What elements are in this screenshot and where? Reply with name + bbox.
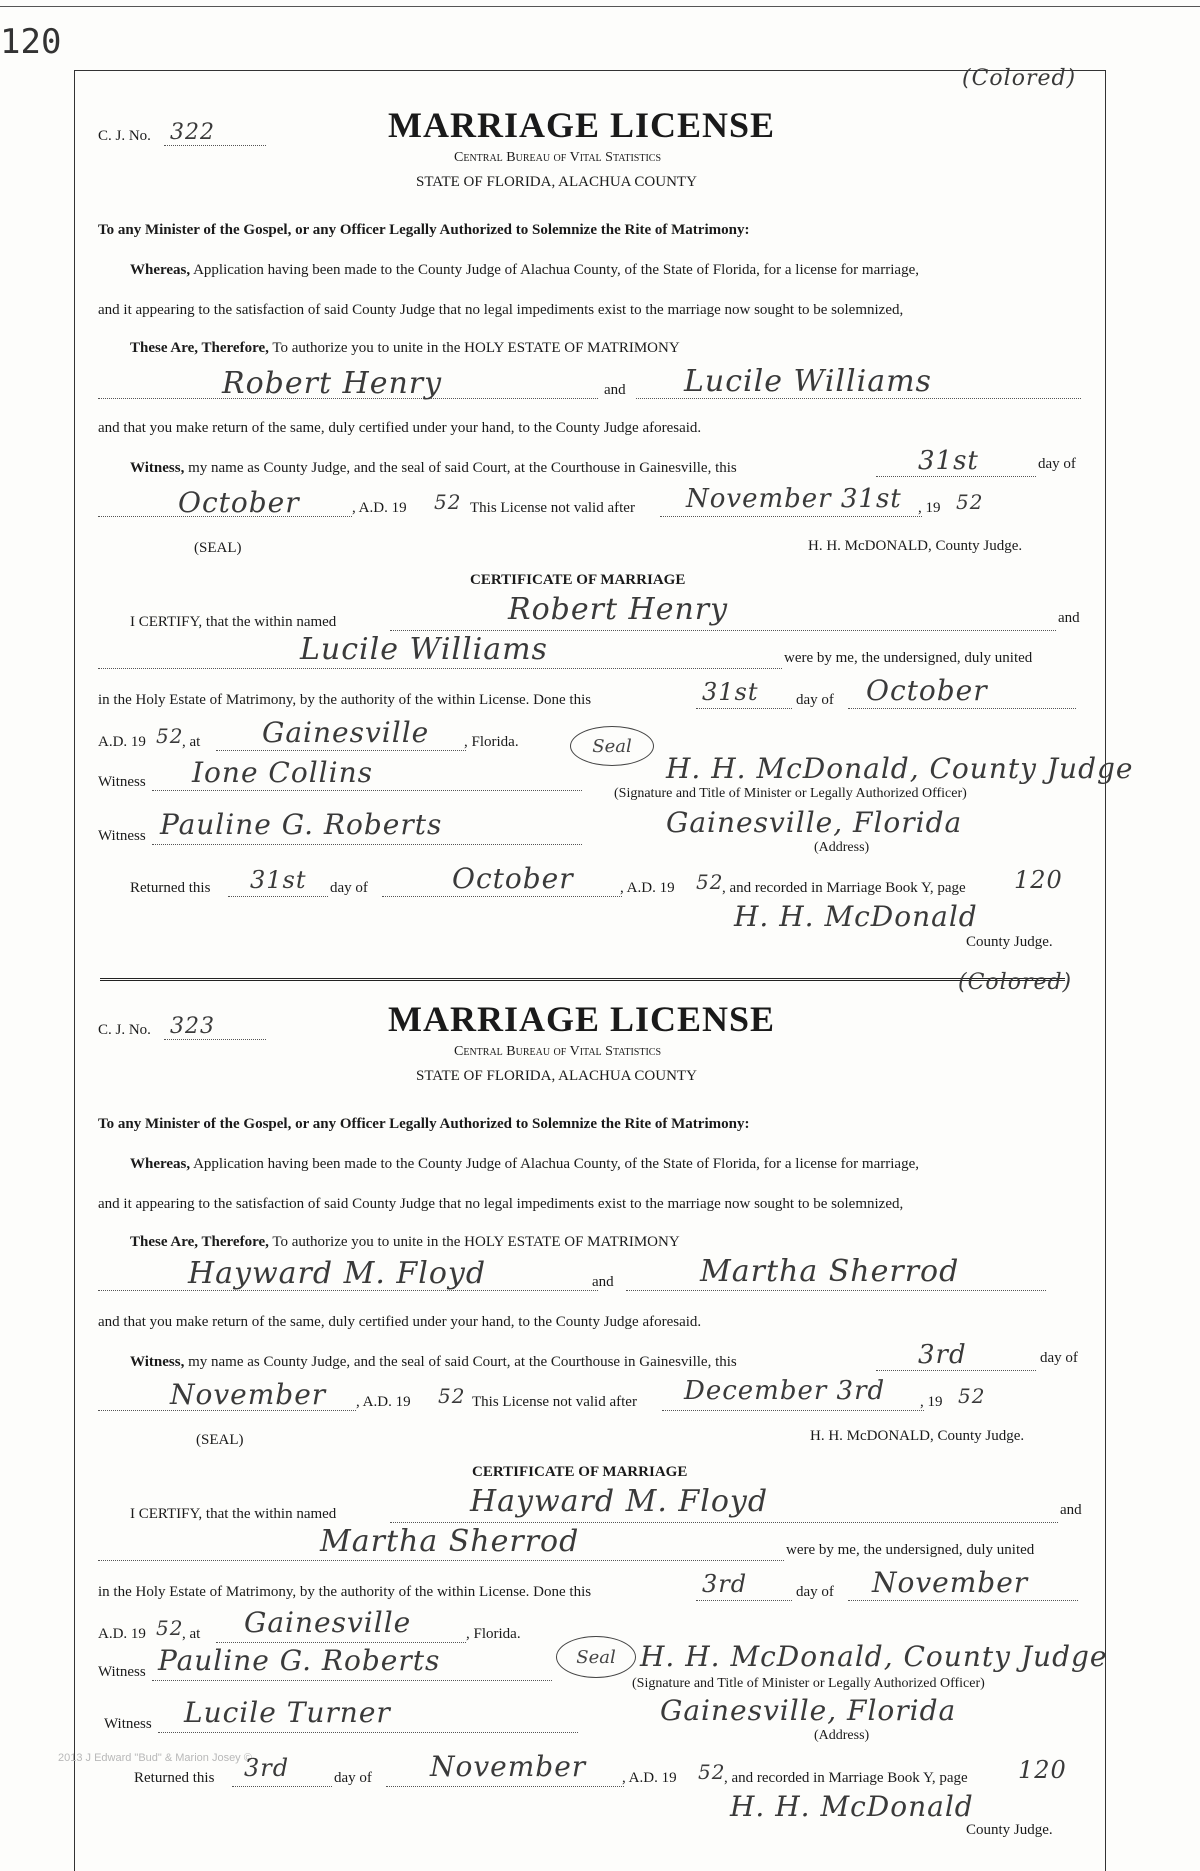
- done-month-line: [848, 1600, 1078, 1601]
- were-by-me: were by me, the undersigned, duly united: [784, 650, 1033, 666]
- certificate-title: CERTIFICATE OF MARRIAGE: [470, 572, 686, 588]
- judge-name: H. H. McDONALD, County Judge.: [808, 538, 1023, 554]
- bride-name: Lucile Williams: [684, 364, 932, 399]
- these-are-line: [130, 340, 680, 357]
- certify-text: I CERTIFY, that the within named: [130, 614, 337, 630]
- comma-19: , 19: [920, 1394, 943, 1410]
- witness-line: [130, 1354, 737, 1371]
- seal-stamp: [570, 726, 654, 766]
- cert-groom: Robert Henry: [508, 592, 729, 627]
- and-word: and: [592, 1274, 614, 1290]
- florida-label: , Florida.: [466, 1626, 521, 1642]
- returned-day-line: [228, 896, 328, 897]
- done-year: 52: [156, 1616, 184, 1640]
- witness-lead: Witness,: [130, 460, 185, 476]
- witness-lead: Witness,: [130, 1354, 185, 1370]
- seal-label: (SEAL): [194, 540, 242, 556]
- done-day-of: day of: [796, 1584, 834, 1600]
- done-month-line: [848, 708, 1076, 709]
- groom-name: Robert Henry: [222, 366, 443, 401]
- done-day-line: [696, 708, 792, 709]
- returned-this: Returned this: [134, 1770, 215, 1786]
- valid-line: [662, 1410, 924, 1411]
- returned-day: 31st: [250, 866, 307, 894]
- bride-name: Martha Sherrod: [700, 1254, 960, 1289]
- whereas-line: [130, 262, 919, 279]
- done-day: 31st: [702, 678, 759, 706]
- bureau-name: Central Bureau of Vital Statistics: [454, 1044, 662, 1059]
- place: Gainesville: [244, 1606, 412, 1639]
- certificate-title: CERTIFICATE OF MARRIAGE: [472, 1464, 688, 1480]
- cert-bride: Martha Sherrod: [320, 1524, 580, 1559]
- cert-and: and: [1058, 610, 1080, 626]
- license-month: October: [178, 486, 300, 519]
- county-judge-label: County Judge.: [966, 934, 1053, 950]
- cert-and: and: [1060, 1502, 1082, 1518]
- cj-no-line: [164, 1039, 266, 1040]
- witness-text: my name as County Judge, and the seal of said Court, at the Courthouse in Gainesville, this: [184, 1354, 737, 1370]
- whereas-text: Application having been made to the County Judge of Alachua County, of the State of Florida, for a license for marriage,: [190, 262, 919, 278]
- returned-day-line: [232, 1786, 332, 1787]
- whereas-lead: Whereas,: [130, 1156, 191, 1172]
- whereas-lead: Whereas,: [130, 262, 191, 278]
- copyright-watermark: 2013 J Edward "Bud" & Marion Josey ©: [58, 1752, 252, 1764]
- were-by-me: were by me, the undersigned, duly united: [786, 1542, 1035, 1558]
- holy-estate-text: in the Holy Estate of Matrimony, by the authority of the within License. Done this: [98, 1584, 592, 1600]
- address-caption: (Address): [814, 840, 870, 855]
- holy-estate-text: in the Holy Estate of Matrimony, by the authority of the within License. Done this: [98, 692, 592, 708]
- recorded-text: , and recorded in Marriage Book Y, page: [722, 880, 966, 896]
- cj-no-label: C. J. No.: [98, 1022, 151, 1038]
- appearing-line: and it appearing to the satisfaction of said County Judge that no legal impediments exist to the marriage now sought to be solemnized,: [98, 1196, 904, 1212]
- returned-ad: , A.D. 19: [622, 1770, 677, 1786]
- ad-19-label: A.D. 19: [98, 734, 146, 750]
- returned-month: November: [430, 1750, 587, 1783]
- at-label: , at: [182, 1626, 201, 1642]
- license-month: November: [170, 1378, 327, 1411]
- license-title: MARRIAGE LICENSE: [388, 999, 776, 1039]
- returned-this: Returned this: [130, 880, 211, 896]
- witness2-line: [152, 844, 582, 845]
- county-judge-label: County Judge.: [966, 1822, 1053, 1838]
- sig-caption: (Signature and Title of Minister or Legally Authorized Officer): [632, 1676, 985, 1691]
- these-are-line: [130, 1234, 680, 1251]
- valid-until: November 31st: [686, 484, 902, 514]
- these-lead: These Are, Therefore,: [130, 1234, 269, 1250]
- officer-address: Gainesville, Florida: [666, 806, 963, 839]
- witness-line: [130, 460, 737, 477]
- whereas-text: Application having been made to the County Judge of Alachua County, of the State of Florida, for a license for marriage,: [190, 1156, 919, 1172]
- witness2: Lucile Turner: [184, 1696, 391, 1729]
- day-of: day of: [1038, 456, 1076, 472]
- these-lead: These Are, Therefore,: [130, 340, 269, 356]
- bureau-name: Central Bureau of Vital Statistics: [454, 150, 662, 165]
- officer-signature: H. H. McDonald, County Judge: [666, 752, 1134, 785]
- license-separator: [100, 978, 1065, 981]
- done-day-of: day of: [796, 692, 834, 708]
- valid-year: 52: [956, 490, 984, 514]
- not-valid-text: This License not valid after: [472, 1394, 637, 1410]
- witness1-line: [152, 790, 582, 791]
- comma-19: , 19: [918, 500, 941, 516]
- officer-address: Gainesville, Florida: [660, 1694, 957, 1727]
- returned-month-line: [382, 896, 622, 897]
- colored-note: (Colored): [958, 970, 1073, 995]
- license-day: 31st: [918, 446, 979, 476]
- witness1: Ione Collins: [192, 756, 373, 789]
- ad-prefix: , A.D. 19: [352, 500, 407, 516]
- returned-month: October: [452, 862, 574, 895]
- place-line: [216, 1642, 466, 1643]
- cj-no-value: 322: [170, 120, 215, 145]
- judge-signature: H. H. McDonald: [730, 1790, 974, 1823]
- cert-groom: Hayward M. Floyd: [470, 1484, 769, 1519]
- state-county: STATE OF FLORIDA, ALACHUA COUNTY: [416, 1068, 697, 1084]
- done-day-line: [696, 1600, 792, 1601]
- witness2: Pauline G. Roberts: [160, 808, 443, 841]
- judge-signature: H. H. McDonald: [734, 900, 978, 933]
- returned-year: 52: [698, 1760, 726, 1784]
- ad-prefix: , A.D. 19: [356, 1394, 411, 1410]
- done-month: October: [866, 674, 988, 707]
- cert-groom-line: [390, 630, 1056, 631]
- license-day: 3rd: [918, 1340, 967, 1370]
- cert-bride: Lucile Williams: [300, 632, 548, 667]
- day-line: [876, 1370, 1036, 1371]
- valid-line: [660, 516, 922, 517]
- bride-line: [626, 1290, 1046, 1291]
- license-year: 52: [438, 1384, 466, 1408]
- officer-signature: H. H. McDonald, County Judge: [640, 1640, 1108, 1673]
- address-line: To any Minister of the Gospel, or any Officer Legally Authorized to Solemnize the Rite of Matrimony:: [98, 1116, 750, 1132]
- whereas-line: [130, 1156, 919, 1173]
- witness2-label: Witness: [104, 1716, 152, 1732]
- place-line: [216, 750, 466, 751]
- returned-day-of: day of: [330, 880, 368, 896]
- colored-note: (Colored): [962, 66, 1077, 91]
- license-year: 52: [434, 490, 462, 514]
- seal-stamp-text: Seal: [576, 1646, 616, 1668]
- these-text: To authorize you to unite in the HOLY ESTATE OF MATRIMONY: [268, 1234, 680, 1250]
- appearing-line: and it appearing to the satisfaction of said County Judge that no legal impediments exist to the marriage now sought to be solemnized,: [98, 302, 904, 318]
- not-valid-text: This License not valid after: [470, 500, 635, 516]
- at-label: , at: [182, 734, 201, 750]
- record-page: 120: [1014, 866, 1063, 894]
- seal-stamp-text: Seal: [592, 735, 632, 757]
- cert-bride-line: [98, 668, 782, 669]
- witness2-line: [158, 1732, 578, 1733]
- returned-month-line: [386, 1786, 624, 1787]
- witness-text: my name as County Judge, and the seal of said Court, at the Courthouse in Gainesville, this: [184, 460, 737, 476]
- groom-name: Hayward M. Floyd: [188, 1256, 487, 1291]
- recorded-text: , and recorded in Marriage Book Y, page: [724, 1770, 968, 1786]
- these-text: To authorize you to unite in the HOLY ESTATE OF MATRIMONY: [268, 340, 680, 356]
- cj-no-value: 323: [170, 1014, 215, 1039]
- day-of: day of: [1040, 1350, 1078, 1366]
- judge-name: H. H. McDONALD, County Judge.: [810, 1428, 1025, 1444]
- returned-ad: , A.D. 19: [620, 880, 675, 896]
- done-day: 3rd: [702, 1570, 748, 1598]
- state-county: STATE OF FLORIDA, ALACHUA COUNTY: [416, 174, 697, 190]
- and-word: and: [604, 382, 626, 398]
- return-line: and that you make return of the same, duly certified under your hand, to the County Judge aforesaid.: [98, 420, 702, 436]
- seal-stamp: [556, 1636, 636, 1678]
- seal-label: (SEAL): [196, 1432, 244, 1448]
- witness2-label: Witness: [98, 828, 146, 844]
- certify-text: I CERTIFY, that the within named: [130, 1506, 337, 1522]
- address-line: To any Minister of the Gospel, or any Officer Legally Authorized to Solemnize the Rite of Matrimony:: [98, 222, 750, 238]
- witness1-line: [152, 1680, 552, 1681]
- cert-groom-line: [390, 1522, 1058, 1523]
- returned-day-of: day of: [334, 1770, 372, 1786]
- return-line: and that you make return of the same, duly certified under your hand, to the County Judge aforesaid.: [98, 1314, 702, 1330]
- witness1-label: Witness: [98, 1664, 146, 1680]
- cj-no-label: C. J. No.: [98, 128, 151, 144]
- place: Gainesville: [262, 716, 430, 749]
- page-top-rule: [0, 6, 1200, 7]
- valid-until: December 3rd: [684, 1376, 886, 1406]
- ad-19-label: A.D. 19: [98, 1626, 146, 1642]
- returned-day: 3rd: [244, 1754, 290, 1782]
- record-page: 120: [1018, 1756, 1067, 1784]
- valid-year: 52: [958, 1384, 986, 1408]
- done-month: November: [872, 1566, 1029, 1599]
- cert-bride-line: [98, 1560, 784, 1561]
- witness1: Pauline G. Roberts: [158, 1644, 441, 1677]
- florida-label: , Florida.: [464, 734, 519, 750]
- license-title: MARRIAGE LICENSE: [388, 105, 776, 145]
- address-caption: (Address): [814, 1728, 870, 1743]
- done-year: 52: [156, 724, 184, 748]
- page-number: 120: [0, 22, 62, 62]
- returned-year: 52: [696, 870, 724, 894]
- sig-caption: (Signature and Title of Minister or Legally Authorized Officer): [614, 786, 967, 801]
- day-line: [876, 476, 1036, 477]
- cj-no-line: [164, 145, 266, 146]
- witness1-label: Witness: [98, 774, 146, 790]
